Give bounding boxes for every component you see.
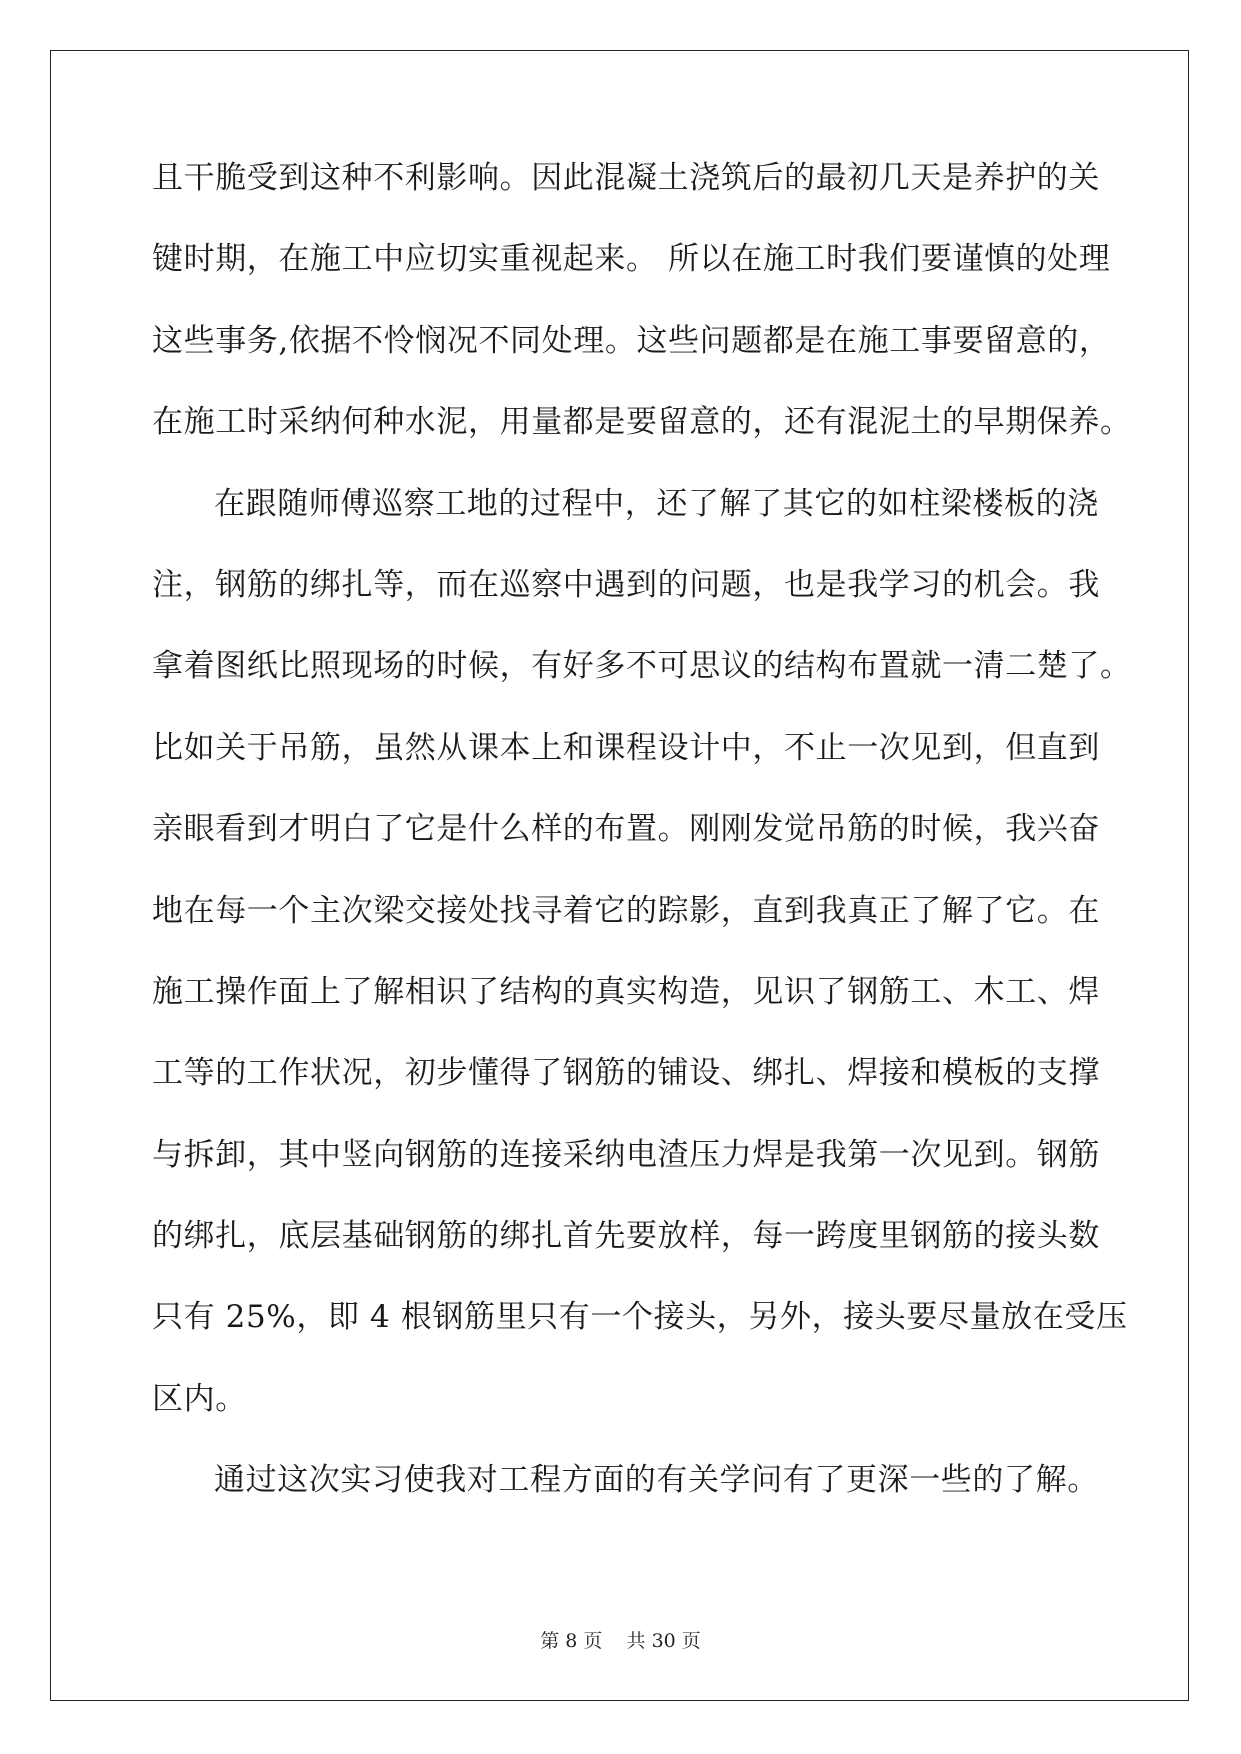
text-line: 与拆卸，其中竖向钢筋的连接采纳电渣压力焊是我第一次见到。钢筋	[152, 1136, 1100, 1173]
text-line: 亲眼看到才明白了它是什么样的布置。刚刚发觉吊筋的时候，我兴奋	[152, 811, 1100, 848]
text-line: 工等的工作状况，初步懂得了钢筋的铺设、绑扎、焊接和模板的支撑	[152, 1055, 1100, 1092]
text-line: 且干脆受到这种不利影响。因此混凝土浇筑后的最初几天是养护的关	[152, 160, 1100, 196]
text-line: 在跟随师傅巡察工地的过程中，还了解了其它的如柱梁楼板的浇	[214, 485, 1099, 522]
text-line: 这些事务,依据不怜悯况不同处理。这些问题都是在施工事要留意的，	[152, 322, 1111, 359]
text-line: 比如关于吊筋，虽然从课本上和课程设计中，不止一次见到，但直到	[152, 729, 1100, 766]
text-line: 键时期，在施工中应切实重视起来。 所以在施工时我们要谨慎的处理	[152, 241, 1111, 278]
text-line: 拿着图纸比照现场的时候，有好多不可思议的结构布置就一清二楚了。	[152, 648, 1132, 685]
text-line: 注，钢筋的绑扎等，而在巡察中遇到的问题，也是我学习的机会。我	[152, 566, 1100, 603]
text-line: 施工操作面上了解相识了结构的真实构造，见识了钢筋工、木工、焊	[152, 973, 1100, 1010]
text-line: 区内。	[152, 1380, 247, 1417]
text-line: 地在每一个主次梁交接处找寻着它的踪影，直到我真正了解了它。在	[152, 892, 1100, 929]
page-number: 第 8 页 共 30 页	[540, 1630, 701, 1652]
text-line: 的绑扎，底层基础钢筋的绑扎首先要放样，每一跨度里钢筋的接头数	[152, 1218, 1100, 1255]
text-line: 只有 25%，即 4 根钢筋里只有一个接头，另外，接头要尽量放在受压	[152, 1299, 1128, 1336]
page-footer	[0, 1626, 1241, 1653]
text-line: 在施工时采纳何种水泥，用量都是要留意的，还有混泥土的早期保养。	[152, 404, 1132, 441]
document-body	[152, 156, 1132, 1540]
text-line: 通过这次实习使我对工程方面的有关学问有了更深一些的了解。	[214, 1462, 1099, 1499]
